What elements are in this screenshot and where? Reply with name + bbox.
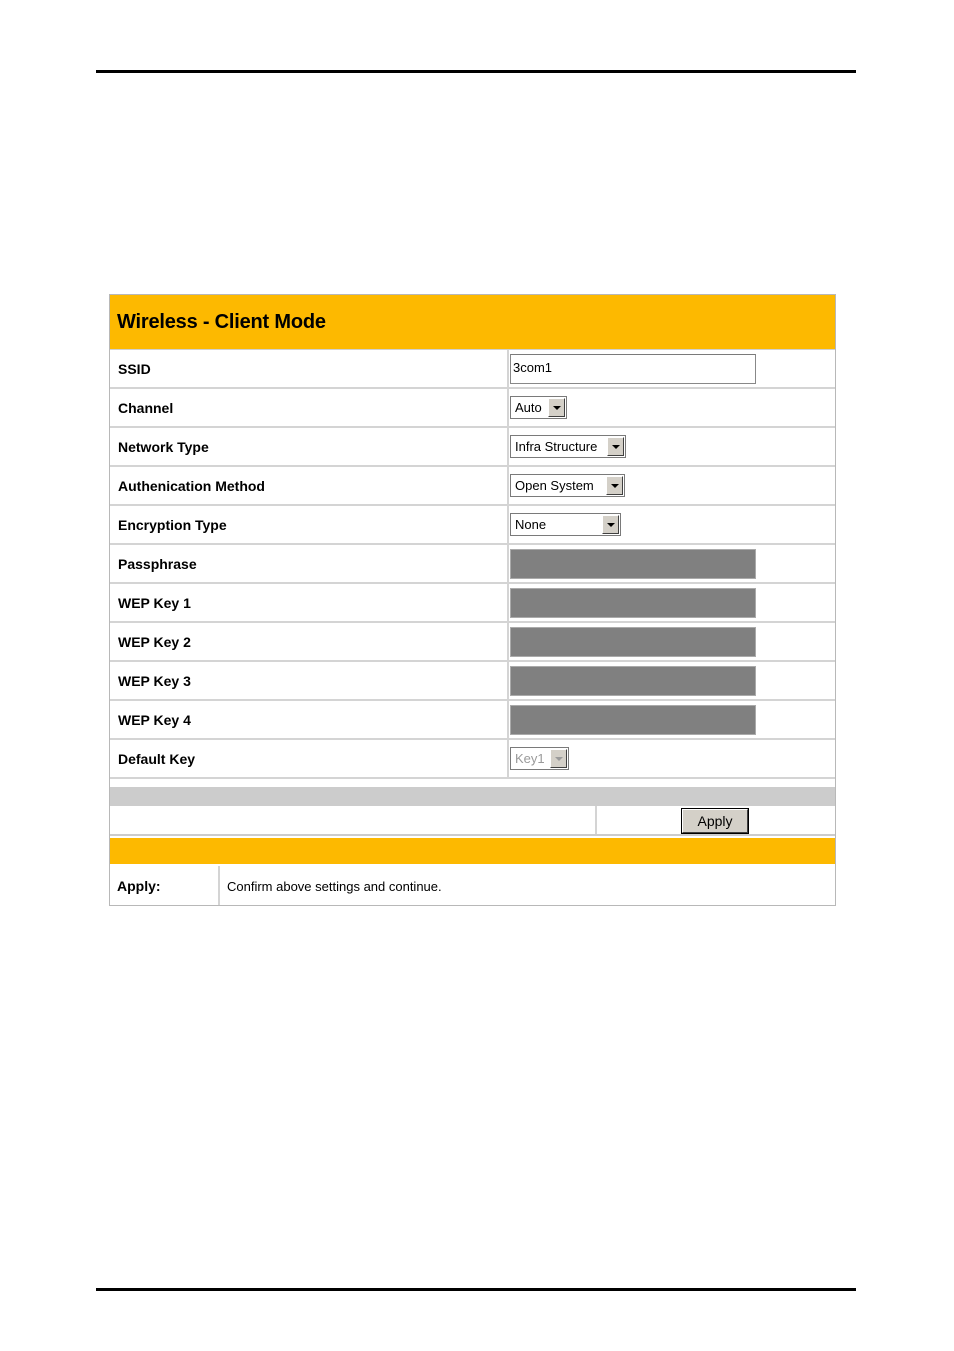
help-header-bar [110,838,835,864]
row-passphrase [110,545,835,584]
row-encryption-type [110,506,835,545]
wep-key-2-label: WEP Key 2 [118,634,191,650]
help-label: Apply: [117,878,161,894]
ssid-input[interactable]: 3com1 [510,354,756,384]
default-key-value: Key1 [515,751,545,766]
panel-title-bar [110,295,835,350]
wep-key-4-label: WEP Key 4 [118,712,191,728]
ssid-label: SSID [118,361,151,377]
default-key-select [510,747,569,770]
network-type-value: Infra Structure [515,439,598,454]
apply-row [110,806,835,836]
encryption-type-label: Encryption Type [118,517,227,533]
panel-title: Wireless - Client Mode [117,311,326,333]
wep-key-1-input [510,588,756,618]
row-default-key [110,740,835,779]
passphrase-label: Passphrase [118,556,197,572]
top-rule [96,70,856,73]
encryption-type-value: None [515,517,547,532]
channel-value: Auto [515,400,542,415]
network-type-select[interactable] [510,435,626,458]
wireless-client-mode-panel [109,294,836,906]
network-type-label: Network Type [118,439,209,455]
row-wep-key-2 [110,623,835,662]
help-text: Confirm above settings and continue. [227,879,442,894]
row-network-type [110,428,835,467]
row-ssid [110,350,835,389]
chevron-down-icon [606,476,623,495]
channel-select[interactable] [510,396,567,419]
wep-key-1-label: WEP Key 1 [118,595,191,611]
channel-label: Channel [118,400,174,416]
row-authentication-method [110,467,835,506]
apply-button[interactable]: Apply [682,809,748,833]
chevron-down-icon [607,437,624,456]
wep-key-4-input [510,705,756,735]
chevron-down-icon [550,749,567,768]
wep-key-3-input [510,666,756,696]
separator-bar [110,787,835,806]
authentication-method-label: Authenication Method [118,478,265,494]
row-wep-key-4 [110,701,835,740]
row-wep-key-1 [110,584,835,623]
row-wep-key-3 [110,662,835,701]
help-row [110,866,835,905]
chevron-down-icon [602,515,619,534]
wep-key-2-input [510,627,756,657]
bottom-rule [96,1288,856,1291]
authentication-method-value: Open System [515,478,594,493]
row-channel [110,389,835,428]
default-key-label: Default Key [118,751,196,767]
chevron-down-icon [548,398,565,417]
passphrase-input [510,549,756,579]
encryption-type-select[interactable] [510,513,621,536]
authentication-method-select[interactable] [510,474,625,497]
wep-key-3-label: WEP Key 3 [118,673,191,689]
